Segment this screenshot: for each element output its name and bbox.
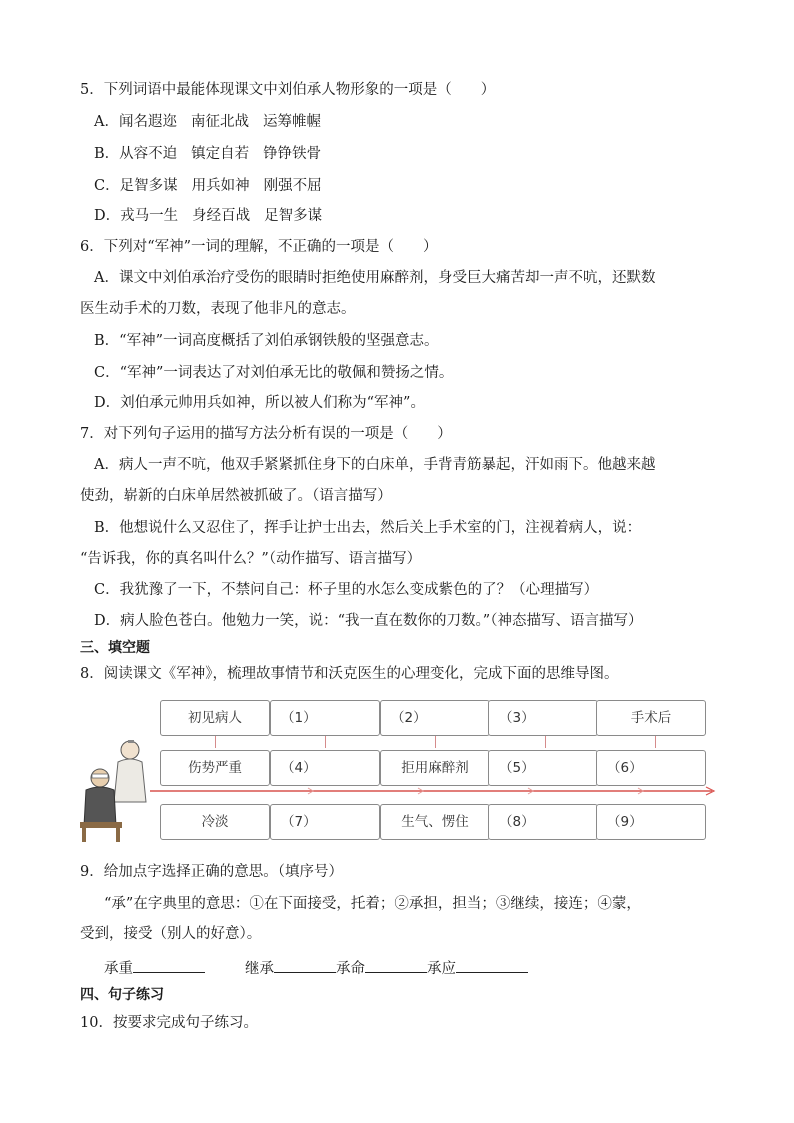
word-jicheng: 继承 (245, 961, 274, 977)
q7-option-c: C．我犹豫了一下，不禁问自己：杯子里的水怎么变成紫色的了？（心理描写） (94, 582, 599, 598)
q6-option-b: B．“军神”一词高度概括了刘伯承钢铁般的坚强意志。 (94, 333, 439, 349)
connector (215, 734, 216, 748)
timeline-arrow (150, 786, 720, 796)
mindmap-box-row1-col1: 初见病人 (160, 700, 270, 736)
mind-map (78, 694, 718, 846)
q5-option-c: C．足智多谋 用兵如神 刚强不屈 (94, 178, 322, 194)
word-chengming: 承命 (336, 961, 365, 977)
section-4-heading: 四、句子练习 (80, 987, 164, 1003)
q6-option-d: D．刘伯承元帅用兵如神，所以被人们称为“军神”。 (94, 395, 425, 411)
mindmap-blank-7[interactable]: （7） (270, 804, 380, 840)
mindmap-box-row2-col3: 拒用麻醉剂 (380, 750, 490, 786)
q7-option-b-line2: “告诉我，你的真名叫什么？”（动作描写、语言描写） (80, 551, 422, 567)
q5-option-d: D．戎马一生 身经百战 足智多谋 (94, 208, 323, 224)
q9-definition-line1: “承”在字典里的意思：①在下面接受，托着；②承担，担当；③继续，接连；④蒙， (104, 896, 641, 912)
q7-option-a-line2: 使劲，崭新的白床单居然被抓破了。（语言描写） (80, 488, 392, 504)
mindmap-blank-3[interactable]: （3） (488, 700, 598, 736)
doctor-patient-illustration (78, 730, 158, 842)
q5-stem: 5．下列词语中最能体现课文中刘伯承人物形象的一项是（ ） (80, 82, 496, 98)
connector (655, 734, 656, 748)
section-3-heading: 三、填空题 (80, 640, 150, 656)
mindmap-blank-4[interactable]: （4） (270, 750, 380, 786)
q9-answer-row (104, 957, 528, 979)
mindmap-blank-6[interactable]: （6） (596, 750, 706, 786)
mindmap-blank-8[interactable]: （8） (488, 804, 598, 840)
q5-option-a: A．闻名遐迩 南征北战 运筹帷幄 (94, 114, 321, 130)
q9-stem: 9．给加点字选择正确的意思。（填序号） (80, 864, 343, 880)
word-chengying: 承应 (427, 961, 456, 977)
q7-stem: 7．对下列句子运用的描写方法分析有误的一项是（ ） (80, 426, 452, 442)
mindmap-box-row3-col1: 冷淡 (160, 804, 270, 840)
connector (545, 734, 546, 748)
connector (435, 734, 436, 748)
mindmap-box-row1-col5: 手术后 (596, 700, 706, 736)
answer-blank-3[interactable] (365, 957, 427, 973)
mindmap-blank-1[interactable]: （1） (270, 700, 380, 736)
mindmap-blank-2[interactable]: （2） (380, 700, 490, 736)
word-chengzhong: 承重 (104, 961, 133, 977)
q5-option-b: B．从容不迫 镇定自若 铮铮铁骨 (94, 146, 322, 162)
mindmap-blank-9[interactable]: （9） (596, 804, 706, 840)
q6-option-a-line1: A．课文中刘伯承治疗受伤的眼睛时拒绝使用麻醉剂，身受巨大痛苦却一声不吭，还默数 (94, 270, 656, 286)
mindmap-box-row2-col1: 伤势严重 (160, 750, 270, 786)
answer-blank-1[interactable] (133, 957, 205, 973)
q6-stem: 6．下列对“军神”一词的理解，不正确的一项是（ ） (80, 239, 438, 255)
answer-blank-4[interactable] (456, 957, 528, 973)
q10-stem: 10．按要求完成句子练习。 (80, 1015, 258, 1031)
q7-option-b-line1: B．他想说什么又忍住了，挥手让护士出去，然后关上手术室的门，注视着病人，说： (94, 520, 642, 536)
connector (325, 734, 326, 748)
q9-definition-line2: 受到，接受（别人的好意）。 (80, 926, 262, 942)
q7-option-a-line1: A．病人一声不吭，他双手紧紧抓住身下的白床单，手背青筋暴起，汗如雨下。他越来越 (94, 457, 656, 473)
q7-option-d: D．病人脸色苍白。他勉力一笑，说：“我一直在数你的刀数。”（神态描写、语言描写） (94, 613, 643, 629)
q8-stem: 8．阅读课文《军神》，梳理故事情节和沃克医生的心理变化，完成下面的思维导图。 (80, 666, 619, 682)
q6-option-a-line2: 医生动手术的刀数，表现了他非凡的意志。 (80, 301, 356, 317)
mindmap-blank-5[interactable]: （5） (488, 750, 598, 786)
q6-option-c: C．“军神”一词表达了对刘伯承无比的敬佩和赞扬之情。 (94, 365, 454, 381)
mindmap-box-row3-col3: 生气、愣住 (380, 804, 490, 840)
answer-blank-2[interactable] (274, 957, 336, 973)
